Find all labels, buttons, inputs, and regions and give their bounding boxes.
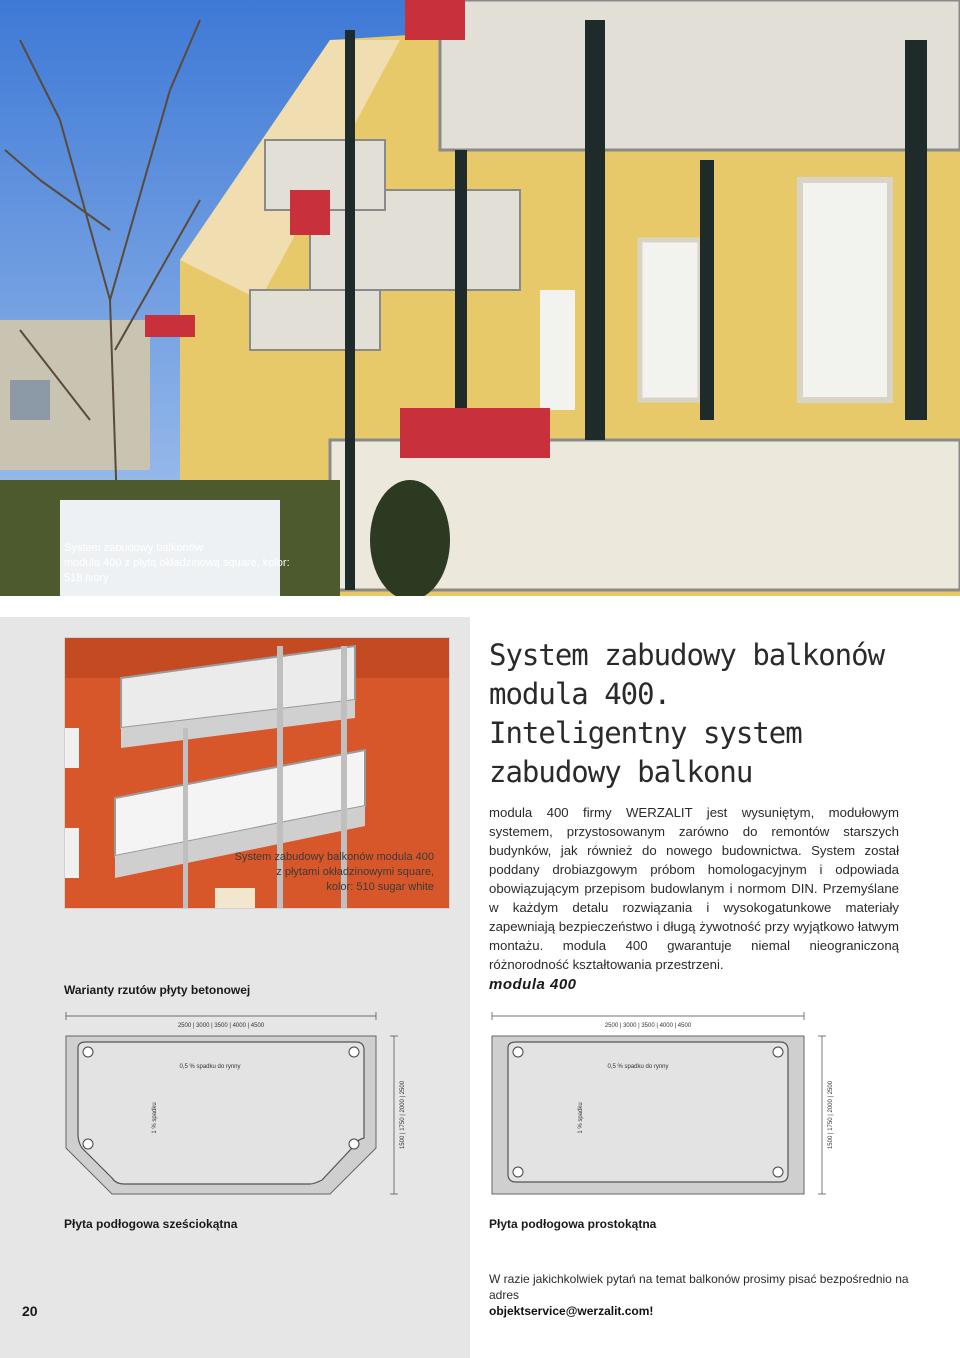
body-paragraph: modula 400 firmy WERZALIT jest wysuniętym, modułowym systemem, przystosowanym zarówno do remontów starszych budynków, jak również do nowego budownictwa. System został poddany drobiazgowym próbom homologacyjnym i odpowiada obowiązującym przepisom budowlanym i normom DIN. Przemyślane w każdym detalu rozwiązania i wysokogatunkowe materiały zapewniają bezpieczeństwo i długą żywotność przy wyjątkowo łatwym montażu. modula 400 gwarantuje niemal nieograniczoną różnorodność kształtowania przestrzeni.	[489, 805, 899, 972]
photo-caption-middle	[220, 850, 434, 895]
page-number: 20	[22, 1303, 38, 1319]
contact-email-link[interactable]: objektservice@werzalit.com!	[489, 1304, 654, 1318]
slope-label: 1 % spadku	[578, 1102, 584, 1134]
slope-label: 1 % spadku	[152, 1102, 158, 1134]
brand-logo-modula: modula 400	[489, 976, 577, 993]
title-line: Inteligentny system	[489, 716, 802, 750]
caption-line: modula 400 z płytą okładzinową square, kolor:	[64, 557, 290, 569]
caption-line: z płytami okładzinowymi square,	[276, 866, 434, 878]
caption-line: kolor: 510 sugar white	[326, 881, 434, 893]
depth-dimension-label: 1500 | 1750 | 2000 | 2500	[828, 1080, 834, 1150]
title-line: modula 400.	[489, 677, 671, 711]
caption-line: System zabudowy balkonów	[64, 542, 203, 554]
contact-text: W razie jakichkolwiek pytań na temat balkonów prosimy pisać bezpośrednio na adres	[489, 1272, 909, 1302]
caption-hexagonal-slab: Płyta podłogowa sześciokątna	[64, 1217, 238, 1231]
depth-dimension-label: 1500 | 1750 | 2000 | 2500	[400, 1080, 406, 1150]
balcony-photo-ivory	[0, 0, 960, 596]
title-line: zabudowy balkonu	[489, 755, 753, 789]
page-title	[489, 636, 939, 792]
contact-note	[489, 1271, 929, 1319]
caption-line: System zabudowy balkonów modula 400	[234, 851, 434, 863]
width-dimension-label: 2500 | 3000 | 3500 | 4000 | 4500	[604, 1023, 692, 1029]
title-line: System zabudowy balkonów	[489, 638, 885, 672]
hexagonal-slab-diagram	[60, 1008, 420, 1198]
width-dimension-label: 2500 | 3000 | 3500 | 4000 | 4500	[177, 1023, 265, 1029]
rectangular-slab-diagram	[488, 1008, 848, 1198]
drain-slope-label: 0,5 % spadku do rynny	[607, 1064, 669, 1070]
drain-slope-label: 0,5 % spadku do rynny	[179, 1064, 241, 1070]
section-title-variants: Warianty rzutów płyty betonowej	[64, 983, 251, 997]
caption-rectangular-slab: Płyta podłogowa prostokątna	[489, 1217, 657, 1231]
photo-caption-top	[64, 541, 290, 586]
caption-line: 518 ivory	[64, 572, 109, 584]
